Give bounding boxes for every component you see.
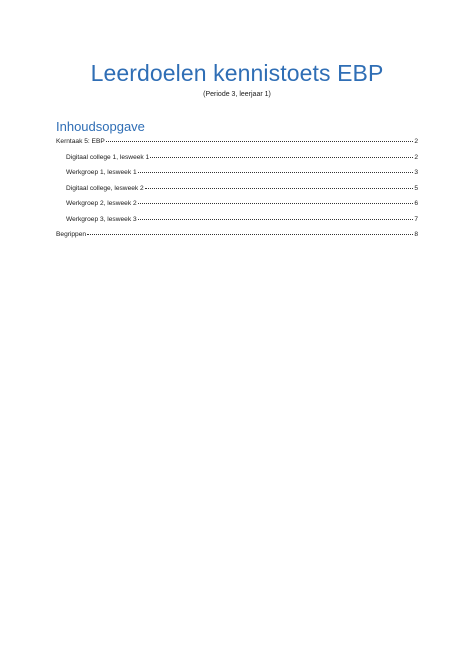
toc-entry-kerntaak-5[interactable] xyxy=(56,138,418,154)
toc-dot-leader xyxy=(150,157,413,158)
document-title: Leerdoelen kennistoets EBP xyxy=(90,60,384,86)
toc-dot-leader xyxy=(106,141,414,142)
toc-page-number: 5 xyxy=(414,184,418,192)
toc-page-number: 6 xyxy=(414,200,418,207)
toc-dot-leader xyxy=(145,188,414,189)
toc-entry-label: Digitaal college, lesweek 2 xyxy=(66,184,144,192)
toc-entry-werkgroep-2[interactable] xyxy=(56,200,418,216)
toc-entry-label: Digitaal college 1, lesweek 1 xyxy=(66,153,150,161)
toc-entry-digitaal-college-2[interactable] xyxy=(56,185,418,201)
toc-entry-label: Werkgroep 2, lesweek 2 xyxy=(66,200,137,207)
toc-page-number: 3 xyxy=(414,169,418,176)
toc-page-number: 8 xyxy=(414,231,418,238)
toc-page-number: 2 xyxy=(414,153,418,161)
toc-entry-begrippen[interactable] xyxy=(56,231,418,247)
toc-dot-leader xyxy=(138,172,414,173)
toc-entry-label: Werkgroep 3, lesweek 3 xyxy=(66,215,137,223)
toc-dot-leader xyxy=(87,234,413,235)
toc-dot-leader xyxy=(138,219,414,220)
toc-dot-leader xyxy=(138,203,414,204)
table-of-contents xyxy=(56,138,418,247)
toc-entry-label: Begrippen xyxy=(56,231,87,238)
document-subtitle: (Periode 3, leerjaar 1) xyxy=(203,91,271,98)
toc-heading: Inhoudsopgave xyxy=(56,119,145,134)
toc-entry-digitaal-college-1[interactable] xyxy=(56,154,418,170)
toc-entry-label: Kerntaak 5: EBP xyxy=(56,138,105,145)
toc-entry-label: Werkgroep 1, lesweek 1 xyxy=(66,169,137,176)
toc-page-number: 7 xyxy=(414,215,418,223)
toc-page-number: 2 xyxy=(414,138,418,145)
toc-entry-werkgroep-3[interactable] xyxy=(56,216,418,232)
toc-entry-werkgroep-1[interactable] xyxy=(56,169,418,185)
